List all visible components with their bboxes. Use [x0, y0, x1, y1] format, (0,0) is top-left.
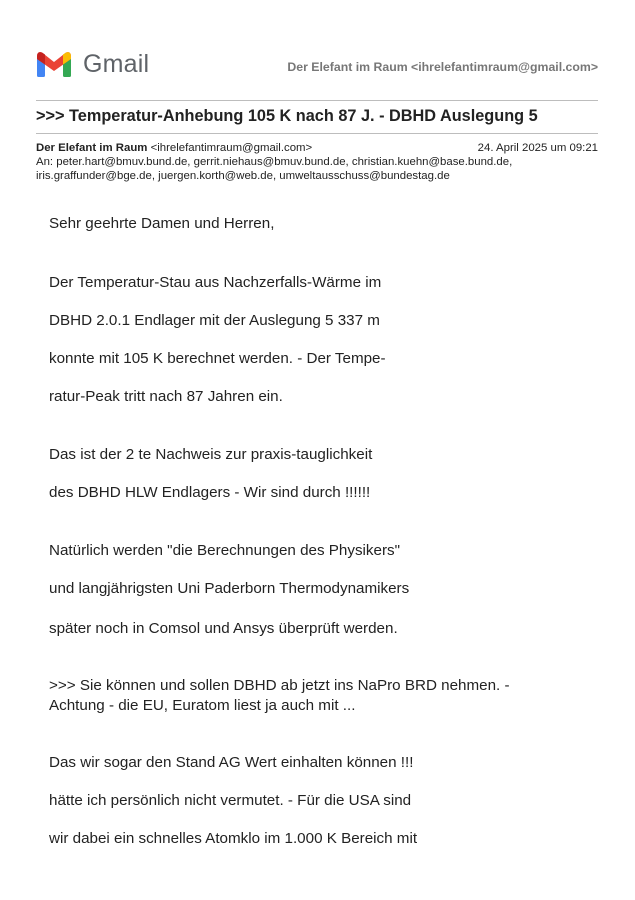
body-line: Das ist der 2 te Nachweis zur praxis-tauglichkeit	[49, 446, 373, 463]
body-line: wir dabei ein schnelles Atomklo im 1.000 K Bereich mit	[49, 830, 418, 847]
body-line: Natürlich werden "die Berechnungen des Physikers"	[49, 542, 401, 559]
body-line: später noch in Comsol und Ansys überprüft werden.	[49, 620, 398, 637]
email-meta	[36, 141, 598, 183]
body-line: des DBHD HLW Endlagers - Wir sind durch !!!!!!	[49, 484, 371, 501]
gmail-wordmark: Gmail	[83, 50, 150, 78]
account-label: Der Elefant im Raum <ihrelefantimraum@gmail.com>	[287, 60, 598, 74]
body-line: hätte ich persönlich nicht vermutet. - Für die USA sind	[49, 792, 412, 809]
gmail-header	[36, 48, 598, 82]
body-line: >>> Sie können und sollen DBHD ab jetzt ins NaPro BRD nehmen. -	[49, 677, 510, 694]
divider-subject	[36, 133, 598, 134]
gmail-logo-icon	[36, 50, 72, 78]
body-line: Der Temperatur-Stau aus Nachzerfalls-Wärme im	[49, 274, 382, 291]
sender-name: Der Elefant im Raum	[36, 142, 148, 154]
sender-email: <ihrelefantimraum@gmail.com>	[150, 142, 313, 154]
body-line: und langjährigsten Uni Paderborn Thermodynamikers	[49, 580, 410, 597]
body-line: ratur-Peak tritt nach 87 Jahren ein.	[49, 388, 283, 405]
body-line: Achtung - die EU, Euratom liest ja auch mit ...	[49, 697, 356, 714]
email-date: 24. April 2025 um 09:21	[477, 142, 598, 154]
recipients-line-2: iris.graffunder@bge.de, juergen.korth@web.de, umweltausschuss@bundestag.de	[36, 170, 450, 182]
divider-top	[36, 100, 598, 101]
body-line: konnte mit 105 K berechnet werden. - Der Tempe-	[49, 350, 386, 367]
body-line: Sehr geehrte Damen und Herren,	[49, 215, 275, 232]
body-line: DBHD 2.0.1 Endlager mit der Auslegung 5 337 m	[49, 312, 380, 329]
email-subject: >>> Temperatur-Anhebung 105 K nach 87 J. - DBHD Auslegung 5	[36, 107, 538, 125]
recipients-line-1: An: peter.hart@bmuv.bund.de, gerrit.niehaus@bmuv.bund.de, christian.kuehn@base.bund.de,	[36, 156, 513, 168]
body-line: Das wir sogar den Stand AG Wert einhalten können !!!	[49, 754, 414, 771]
